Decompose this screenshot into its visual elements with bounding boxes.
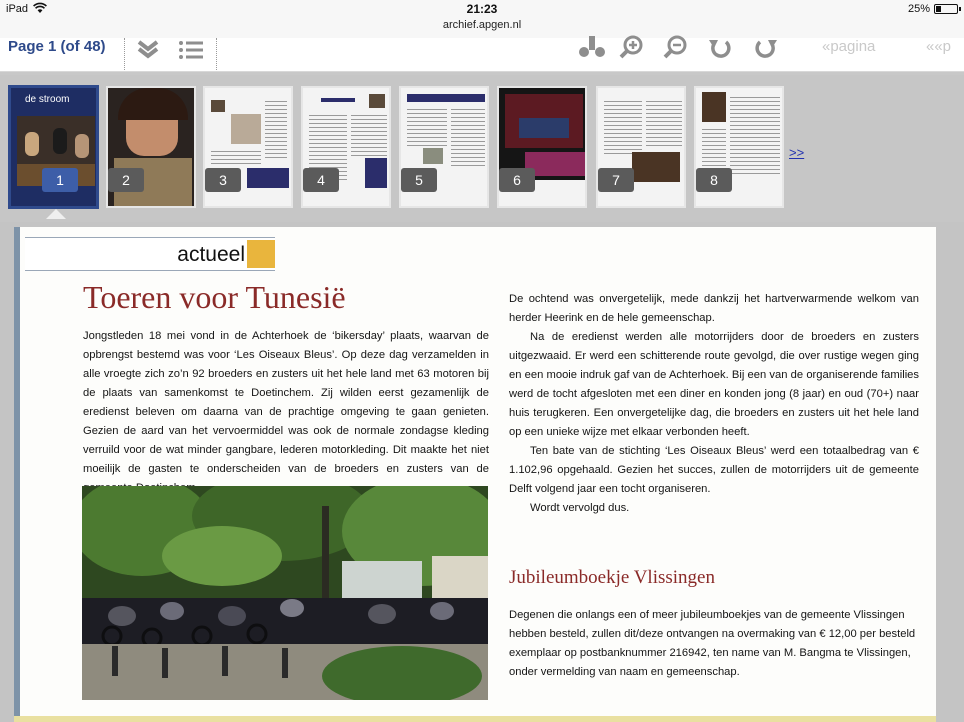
page-bottom-rule xyxy=(14,716,936,722)
more-thumbnails-link[interactable]: >> xyxy=(789,145,805,160)
page-thumbnail-3[interactable] xyxy=(203,86,293,208)
rotate-left-icon[interactable] xyxy=(706,34,734,62)
page-thumbnail-5[interactable] xyxy=(399,86,489,208)
magazine-page xyxy=(14,227,936,722)
list-icon[interactable] xyxy=(177,38,205,66)
article-headline: Toeren voor Tunesië xyxy=(83,279,346,315)
page-thumbnail-1[interactable] xyxy=(8,85,99,209)
section-color-block xyxy=(247,240,275,268)
tools-icon[interactable] xyxy=(578,34,606,62)
toolbar-divider xyxy=(216,38,217,70)
paragraph: Wordt vervolgd dus. xyxy=(530,502,630,514)
article-subheadline: Jubileumboekje Vlissingen xyxy=(509,567,715,588)
zoom-out-icon[interactable] xyxy=(662,34,690,62)
zoom-in-icon[interactable] xyxy=(618,34,646,62)
thumbnail-number: 4 xyxy=(303,168,339,192)
active-thumbnail-indicator xyxy=(46,209,66,219)
section-label: actueel xyxy=(177,243,245,266)
viewer-toolbar xyxy=(0,38,964,72)
article-sub-body: Degenen die onlangs een of meer jubileumboekjes van de gemeente Vlissingen hebben besteld, zullen dit/deze ontvangen na overmaking van € 12,00 per besteld exemplaar op postbanknummer 216942, ten name van M. Bangma te Vlissingen, onder vermelding van naam en gemeenschap. xyxy=(509,609,916,678)
page-indicator: Page 1 (of 48) xyxy=(8,38,106,55)
previous-page-button[interactable]: «pagina xyxy=(822,38,876,55)
page-thumbnail-6[interactable] xyxy=(497,86,587,208)
motorcycles-photo xyxy=(82,486,488,700)
battery-icon xyxy=(934,4,958,14)
article-photo xyxy=(82,486,488,700)
toolbar-divider xyxy=(124,38,125,70)
page-thumbnail-7[interactable] xyxy=(596,86,686,208)
thumbnail-number: 8 xyxy=(696,168,732,192)
first-page-button[interactable]: ««p xyxy=(926,38,952,55)
battery-percentage: 25% xyxy=(907,3,930,15)
clock: 21:23 xyxy=(466,2,498,16)
section-header xyxy=(25,237,275,271)
page-spine xyxy=(14,227,20,722)
status-bar xyxy=(0,0,964,38)
article-body-left: Jongstleden 18 mei vond in de Achterhoek de ‘bikersday’ plaats, waarvan de opbrengst bestemd was voor ‘Les Oiseaux Bleus’. Op deze dag verzamelden in alle vroegte zich zo’n 92 broeders en zusters uit het hele land met 63 motoren bij de plaats van samenkomst te Doetinchem. Zij wilden eerst gezamenlijk de eredienst beleven om daarna van de prachtige omgeving te gaan genieten. Gezien de aard van het vervoermiddel was ook de normale zondagse kleding verruild voor de wat minder gangbare, lederen motorkleding. Dit maakte het niet moeilijk de gasten te onderscheiden van de broeders en zusters van de xyxy=(83,330,489,475)
page-viewer[interactable] xyxy=(0,222,964,722)
thumbnail-number: 5 xyxy=(401,168,437,192)
rotate-right-icon[interactable] xyxy=(752,34,780,62)
thumbnail-number: 7 xyxy=(598,168,634,192)
chevron-down-icon[interactable] xyxy=(134,36,162,64)
page-thumbnail-2[interactable] xyxy=(106,86,196,208)
address-url[interactable]: archief.apgen.nl xyxy=(442,19,522,31)
paragraph: Ten bate van de stichting ‘Les Oiseaux Bleus’ werd een totaalbedrag van € 1.102,96 opgehaald. Gezien het succes, zullen de motorrijders uit de gemeente Delft volgend jaar een tocht organiseren. xyxy=(509,445,919,495)
thumbnail-number: 6 xyxy=(499,168,535,192)
thumbnail-number: 2 xyxy=(108,168,144,192)
thumbnail-caption: de stroom xyxy=(25,94,70,105)
thumbnail-strip xyxy=(0,75,964,222)
page-thumbnail-4[interactable] xyxy=(301,86,391,208)
paragraph: De ochtend was onvergetelijk, mede dankzij het hartverwarmende welkom van herder Heerink en de hele gemeenschap. xyxy=(509,293,919,324)
page-thumbnail-8[interactable] xyxy=(694,86,784,208)
article-body-right xyxy=(509,290,919,518)
thumbnail-number: 1 xyxy=(42,168,78,192)
device-name: iPad xyxy=(6,3,29,15)
thumbnail-number: 3 xyxy=(205,168,241,192)
paragraph: Na de eredienst werden alle motorrijders door de broeders en zusters uitgezwaaid. Er werd een schitterende route gevolgd, die over rustige wegen ging en een mooie indruk gaf van de Achterhoek. Bij een van de organiserende families werd de tocht afgesloten met een diner en konden jong (8 jaar) en oud (70+) naar huis terugkeren. Een onvergetelijke dag, die broeders en zusters uit het hele land op een unieke wijze met elkaar verbonden heeft. xyxy=(509,331,919,438)
